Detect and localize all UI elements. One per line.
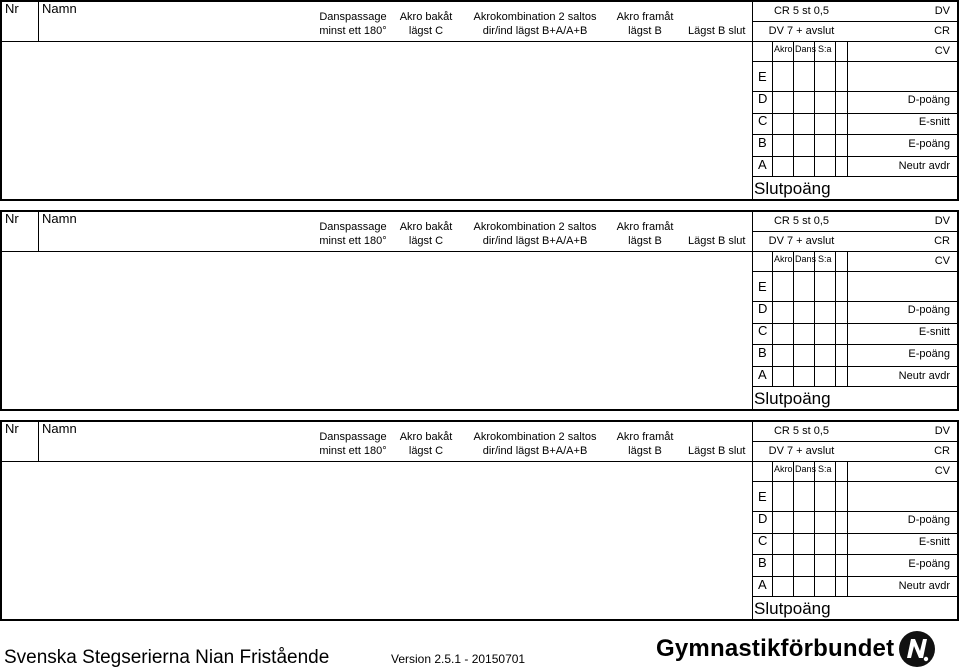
frame-left [0, 0, 2, 201]
footer-title: Svenska Stegserierna Nian Fristående [4, 647, 330, 668]
e-poang-label: E-poäng [908, 348, 950, 360]
logo-text: Gymnastikförbundet [656, 635, 895, 662]
e-poang-label: E-poäng [908, 138, 950, 150]
frame-top [0, 0, 959, 2]
nr-label: Nr [5, 421, 19, 436]
frame-top [0, 420, 959, 422]
slutpoang-label: Slutpoäng [754, 389, 831, 408]
col-akro-bakat: Akro bakåt [399, 11, 453, 23]
grid-col [793, 252, 794, 387]
nr-divider [38, 0, 39, 42]
page-footer [0, 635, 960, 669]
frame-right [957, 420, 959, 621]
dans-label: Dans [795, 464, 817, 474]
score-left-line [752, 0, 753, 201]
col-danspassage: Danspassage [319, 11, 387, 23]
col-akrokombination-sub: dir/ind lägst B+A/A+B [482, 235, 588, 247]
akro-label: Akro [774, 44, 793, 54]
col-danspassage-sub: minst ett 180° [319, 235, 387, 247]
grid-col [847, 42, 848, 177]
dv7-label: DV 7 + avslut [768, 235, 835, 247]
col-akro-framat-sub: lägst B [628, 235, 662, 247]
grid-row [752, 301, 957, 302]
cr-label: CR [934, 235, 950, 247]
dv-label: DV [934, 425, 950, 437]
grid-row [752, 91, 957, 92]
cv-label: CV [934, 255, 950, 267]
row-e: E [758, 69, 767, 84]
sa-label: S:a [818, 44, 832, 54]
namn-label: Namn [42, 1, 77, 16]
col-danspassage: Danspassage [319, 431, 387, 443]
col-akro-bakat-sub: lägst C [408, 445, 444, 457]
frame-bottom [0, 409, 959, 411]
grid-row [752, 386, 847, 387]
nr-label: Nr [5, 1, 19, 16]
col-akrokombination-sub: dir/ind lägst B+A/A+B [482, 25, 588, 37]
grid-row [752, 511, 957, 512]
col-akro-bakat-sub: lägst C [408, 25, 444, 37]
sa-label: S:a [818, 254, 832, 264]
e-snitt-label: E-snitt [918, 326, 950, 338]
grid-row [752, 61, 957, 62]
grid-col [772, 252, 773, 387]
slutpoang-label: Slutpoäng [754, 599, 831, 618]
namn-label: Namn [42, 421, 77, 436]
col-lagst-b-slut: Lägst B slut [688, 235, 746, 247]
col-akro-framat: Akro framåt [616, 431, 674, 443]
row-e: E [758, 279, 767, 294]
col-lagst-b-slut: Lägst B slut [688, 445, 746, 457]
frame-bottom [0, 619, 959, 621]
row-c: C [758, 533, 768, 548]
neutr-avdr-label: Neutr avdr [898, 160, 950, 172]
grid-row [752, 554, 957, 555]
dans-label: Dans [795, 254, 817, 264]
score-left-line [752, 420, 753, 621]
grid-col [772, 462, 773, 597]
score-block [0, 0, 960, 196]
row-b: B [758, 345, 767, 360]
col-akro-bakat-sub: lägst C [408, 235, 444, 247]
grid-row [752, 323, 957, 324]
row-d: D [758, 301, 768, 316]
grid-row [752, 271, 957, 272]
col-akro-framat-sub: lägst B [628, 445, 662, 457]
cv-label: CV [934, 465, 950, 477]
akro-label: Akro [774, 464, 793, 474]
col-danspassage: Danspassage [319, 221, 387, 233]
grid-row [752, 344, 957, 345]
col-akrokombination: Akrokombination 2 saltos [473, 431, 597, 443]
slutpoang-label: Slutpoäng [754, 179, 831, 198]
cr5-label: CR 5 st 0,5 [773, 215, 830, 227]
grid-row [752, 596, 847, 597]
grid-row [752, 481, 957, 482]
frame-top [0, 210, 959, 212]
grid-row [847, 386, 957, 387]
gymnastikforbundet-logo-icon [898, 630, 936, 668]
col-akro-framat-sub: lägst B [628, 25, 662, 37]
row-e: E [758, 489, 767, 504]
footer-version: Version 2.5.1 - 20150701 [391, 652, 526, 666]
score-row-line [752, 441, 957, 442]
d-poang-label: D-poäng [907, 514, 950, 526]
col-akrokombination: Akrokombination 2 saltos [473, 11, 597, 23]
col-akrokombination: Akrokombination 2 saltos [473, 221, 597, 233]
grid-row [752, 533, 957, 534]
grid-row [752, 366, 957, 367]
cr-label: CR [934, 445, 950, 457]
row-b: B [758, 555, 767, 570]
dv-label: DV [934, 215, 950, 227]
sa-label: S:a [818, 464, 832, 474]
grid-col [814, 252, 815, 387]
grid-row [752, 134, 957, 135]
row-a: A [758, 367, 767, 382]
grid-col [814, 42, 815, 177]
grid-row [847, 596, 957, 597]
akro-label: Akro [774, 254, 793, 264]
col-akro-framat: Akro framåt [616, 11, 674, 23]
grid-col [772, 42, 773, 177]
frame-left [0, 420, 2, 621]
dv7-label: DV 7 + avslut [768, 445, 835, 457]
neutr-avdr-label: Neutr avdr [898, 370, 950, 382]
cr5-label: CR 5 st 0,5 [773, 5, 830, 17]
grid-row [847, 176, 957, 177]
grid-row [752, 176, 847, 177]
dans-label: Dans [795, 44, 817, 54]
cv-label: CV [934, 45, 950, 57]
row-a: A [758, 157, 767, 172]
grid-row [752, 576, 957, 577]
frame-right [957, 0, 959, 201]
cr-label: CR [934, 25, 950, 37]
score-block [0, 420, 960, 616]
row-b: B [758, 135, 767, 150]
frame-right [957, 210, 959, 411]
grid-col [847, 462, 848, 597]
row-a: A [758, 577, 767, 592]
score-row-line [752, 231, 957, 232]
grid-col [835, 42, 836, 177]
grid-row [752, 113, 957, 114]
col-danspassage-sub: minst ett 180° [319, 25, 387, 37]
neutr-avdr-label: Neutr avdr [898, 580, 950, 592]
row-d: D [758, 511, 768, 526]
score-left-line [752, 210, 753, 411]
col-lagst-b-slut: Lägst B slut [688, 25, 746, 37]
row-c: C [758, 113, 768, 128]
nr-label: Nr [5, 211, 19, 226]
dv7-label: DV 7 + avslut [768, 25, 835, 37]
row-c: C [758, 323, 768, 338]
score-row-line [752, 21, 957, 22]
grid-col [814, 462, 815, 597]
namn-label: Namn [42, 211, 77, 226]
grid-col [793, 462, 794, 597]
dv-label: DV [934, 5, 950, 17]
col-danspassage-sub: minst ett 180° [319, 445, 387, 457]
frame-left [0, 210, 2, 411]
e-snitt-label: E-snitt [918, 116, 950, 128]
grid-col [847, 252, 848, 387]
e-snitt-label: E-snitt [918, 536, 950, 548]
grid-col [835, 462, 836, 597]
grid-col [793, 42, 794, 177]
col-akro-framat: Akro framåt [616, 221, 674, 233]
col-akro-bakat: Akro bakåt [399, 221, 453, 233]
cr5-label: CR 5 st 0,5 [773, 425, 830, 437]
grid-col [835, 252, 836, 387]
col-akrokombination-sub: dir/ind lägst B+A/A+B [482, 445, 588, 457]
score-block [0, 210, 960, 406]
nr-divider [38, 420, 39, 462]
frame-bottom [0, 199, 959, 201]
nr-divider [38, 210, 39, 252]
d-poang-label: D-poäng [907, 304, 950, 316]
row-d: D [758, 91, 768, 106]
grid-row [752, 156, 957, 157]
e-poang-label: E-poäng [908, 558, 950, 570]
d-poang-label: D-poäng [907, 94, 950, 106]
col-akro-bakat: Akro bakåt [399, 431, 453, 443]
